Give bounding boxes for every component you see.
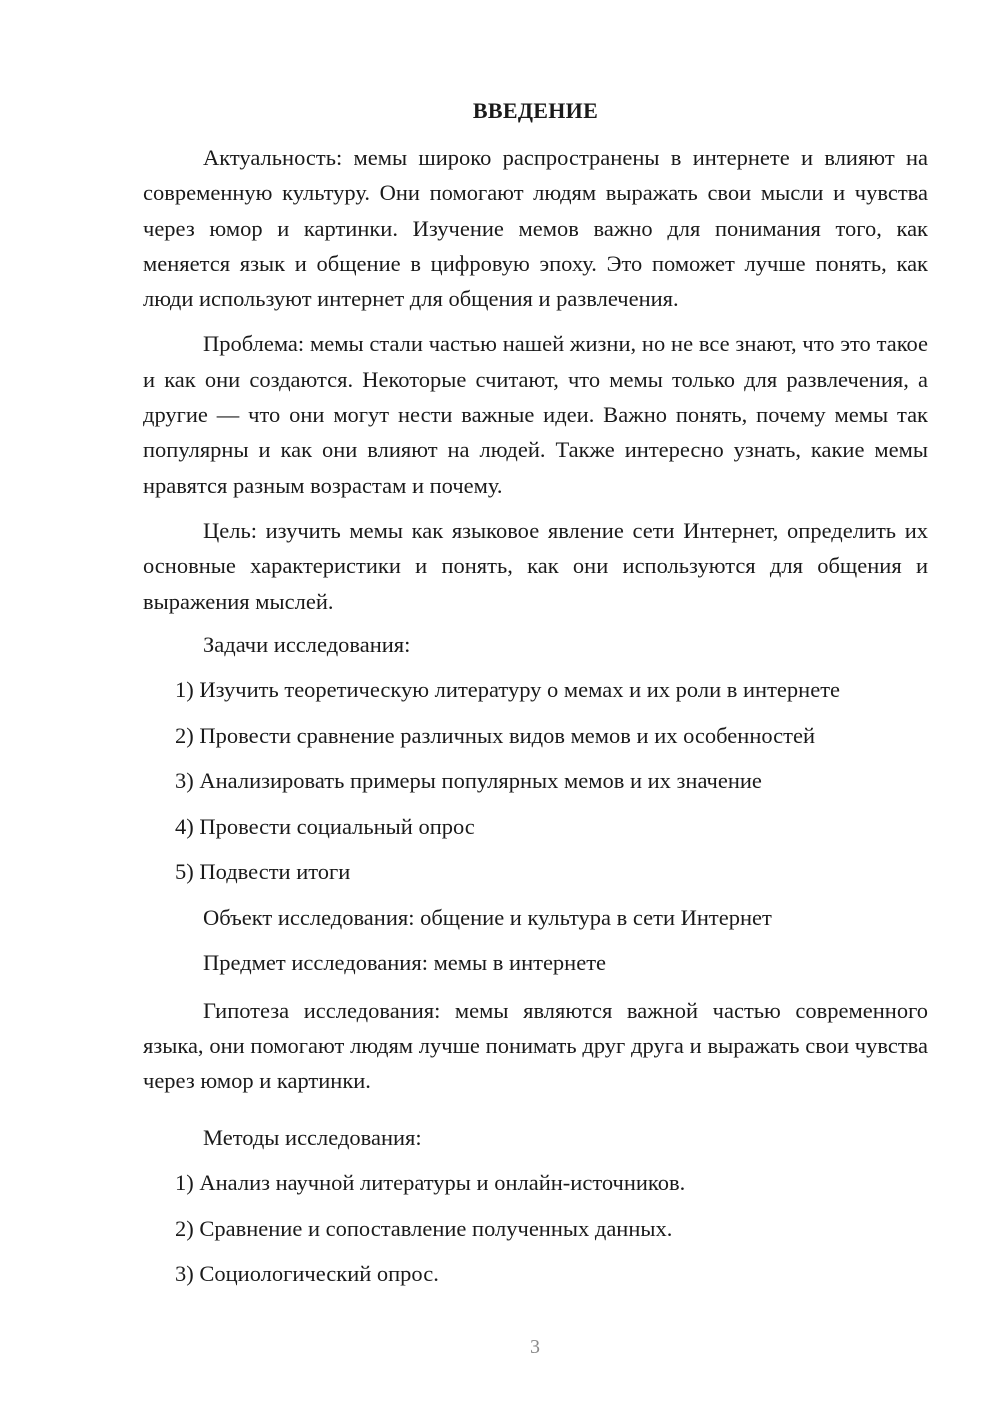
document-page <box>143 96 928 1304</box>
methods-heading: Методы исследования: <box>203 1124 422 1150</box>
task-item: 3) Анализировать примеры популярных мемов и их значение <box>175 768 762 794</box>
task-item: 4) Провести социальный опрос <box>175 813 475 839</box>
research-subject: Предмет исследования: мемы в интернете <box>203 950 607 976</box>
goal-paragraph: Цель: изучить мемы как языковое явление сети Интернет, определить их основные характеристики и понять, как они используются для общения и выражения мыслей. <box>143 517 928 614</box>
method-item: 1) Анализ научной литературы и онлайн-источников. <box>175 1170 686 1196</box>
hypothesis-paragraph: Гипотеза исследования: мемы являются важной частью современного языка, они помогают людям лучше понимать друг друга и выражать свои чувства через юмор и картинки. <box>143 997 928 1094</box>
method-item: 3) Социологический опрос. <box>175 1261 439 1287</box>
research-object: Объект исследования: общение и культура в сети Интернет <box>203 904 772 930</box>
problem-paragraph: Проблема: мемы стали частью нашей жизни, но не все знают, что это такое и как они создаются. Некоторые считают, что мемы только для развлечения, а другие — что они могут нести важные идеи. Важно понять, почему мемы так популярны и как они влияют на людей. Также интересно узнать, какие мемы нравятся разным возрастам и почему. <box>143 331 928 498</box>
task-item: 1) Изучить теоретическую литературу о мемах и их роли в интернете <box>175 677 841 703</box>
section-title: ВВЕДЕНИЕ <box>472 98 599 123</box>
page-number: 3 <box>530 1336 540 1358</box>
tasks-heading: Задачи исследования: <box>203 631 411 657</box>
task-item: 2) Провести сравнение различных видов мемов и их особенностей <box>175 722 816 748</box>
relevance-paragraph: Актуальность: мемы широко распространены в интернете и влияют на современную культуру. Они помогают людям выражать свои мысли и чувства через юмор и картинки. Изучение мемов важно для понимания того, как меняется язык и общение в цифровую эпоху. Это поможет лучше понять, как люди используют интернет для общения и развлечения. <box>143 145 928 312</box>
method-item: 2) Сравнение и сопоставление полученных данных. <box>175 1215 673 1241</box>
task-item: 5) Подвести итоги <box>175 859 351 885</box>
